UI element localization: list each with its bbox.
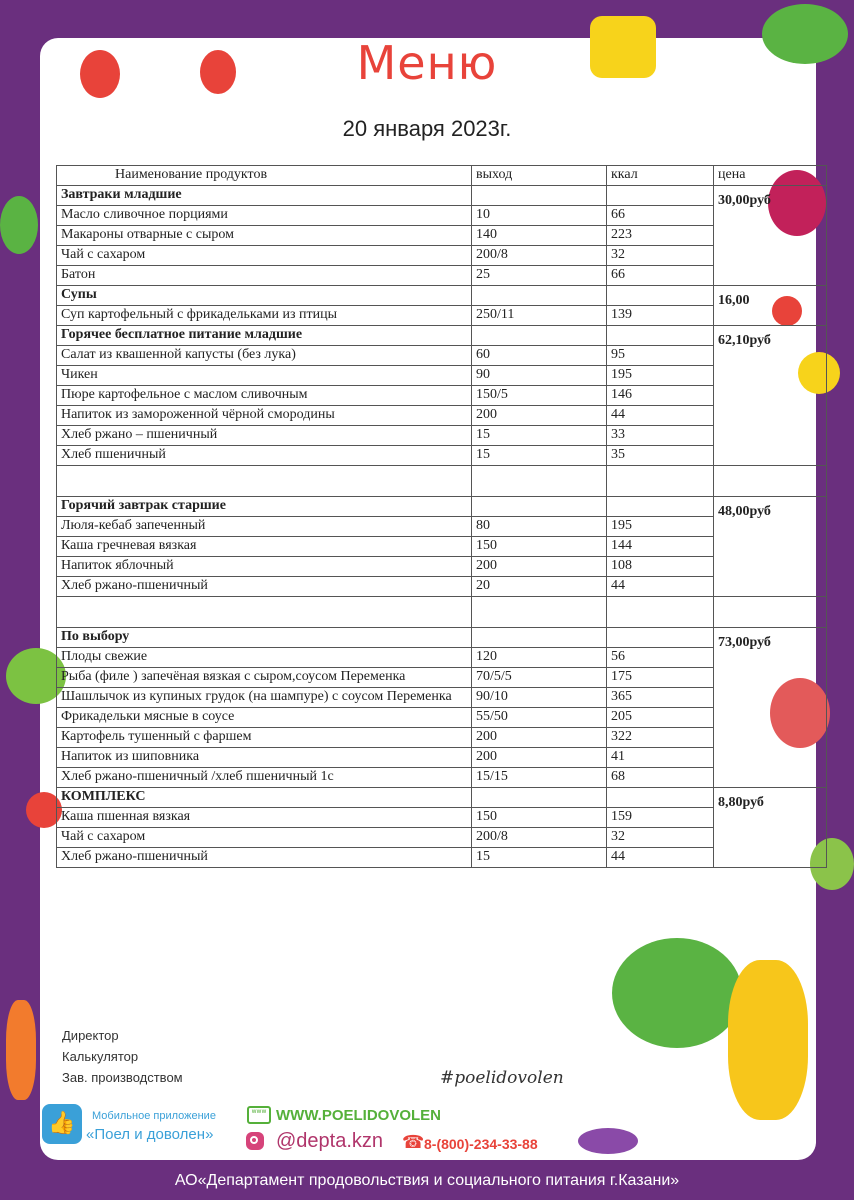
- item-name: Напиток из замороженной чёрной смородины: [57, 406, 472, 426]
- item-name: Люля-кебаб запеченный: [57, 517, 472, 537]
- empty-cell: [472, 286, 607, 306]
- item-output: 70/5/5: [472, 668, 607, 688]
- item-output: 80: [472, 517, 607, 537]
- item-kcal: 144: [607, 537, 714, 557]
- item-output: 90/10: [472, 688, 607, 708]
- item-output: 10: [472, 206, 607, 226]
- empty-cell: [607, 286, 714, 306]
- section-row: [57, 326, 827, 346]
- cucumber-slice-icon: [0, 196, 38, 254]
- section-row: [57, 788, 827, 808]
- item-name: Салат из квашенной капусты (без лука): [57, 346, 472, 366]
- empty-cell: [607, 788, 714, 808]
- item-output: 15: [472, 426, 607, 446]
- section-row: [57, 186, 827, 206]
- banana-mascot-icon: [728, 960, 808, 1120]
- empty-cell: [472, 788, 607, 808]
- item-name: Пюре картофельное с маслом сливочным: [57, 386, 472, 406]
- item-kcal: 95: [607, 346, 714, 366]
- menu-date: 20 января 2023г.: [342, 116, 512, 141]
- item-output: 25: [472, 266, 607, 286]
- item-kcal: 175: [607, 668, 714, 688]
- staff-signatures: [62, 1025, 183, 1088]
- section-price: 62,10руб: [714, 326, 827, 466]
- empty-cell: [472, 326, 607, 346]
- item-output: 15: [472, 446, 607, 466]
- app-label: Мобильное приложение: [92, 1110, 216, 1122]
- section-row: [57, 628, 827, 648]
- empty-cell: [57, 466, 472, 497]
- empty-cell: [472, 466, 607, 497]
- staff-line: Калькулятор: [62, 1049, 139, 1064]
- broccoli-mascot-icon: [612, 938, 742, 1048]
- spacer-row: [57, 597, 827, 628]
- table-row: [57, 748, 827, 768]
- menu-table-body: [57, 166, 827, 868]
- empty-cell: [607, 186, 714, 206]
- item-kcal: 195: [607, 517, 714, 537]
- item-kcal: 205: [607, 708, 714, 728]
- item-name: Чай с сахаром: [57, 828, 472, 848]
- item-output: 200: [472, 728, 607, 748]
- table-row: [57, 848, 827, 868]
- table-row: [57, 828, 827, 848]
- www-icon: www: [247, 1106, 271, 1124]
- page-title: Меню: [356, 36, 498, 90]
- table-row: [57, 446, 827, 466]
- carrot-mascot-icon: [6, 1000, 36, 1100]
- item-output: 90: [472, 366, 607, 386]
- table-row: [57, 648, 827, 668]
- app-name[interactable]: «Поел и доволен»: [86, 1126, 214, 1143]
- column-header: Наименование продуктов: [57, 166, 472, 186]
- item-name: Масло сливочное порциями: [57, 206, 472, 226]
- table-row: [57, 688, 827, 708]
- menu-table: [56, 165, 827, 868]
- phone-icon: ☎: [402, 1132, 425, 1153]
- empty-cell: [607, 628, 714, 648]
- table-row: [57, 537, 827, 557]
- empty-cell: [607, 326, 714, 346]
- item-output: 15: [472, 848, 607, 868]
- item-kcal: 41: [607, 748, 714, 768]
- like-icon[interactable]: 👍: [42, 1104, 82, 1144]
- table-row: [57, 557, 827, 577]
- item-output: 20: [472, 577, 607, 597]
- column-header: выход: [472, 166, 607, 186]
- item-name: Шашлычок из купиных грудок (на шампуре) с соусом Переменка: [57, 688, 472, 708]
- item-output: 140: [472, 226, 607, 246]
- section-name: Завтраки младшие: [57, 186, 472, 206]
- item-name: Батон: [57, 266, 472, 286]
- item-output: 200: [472, 748, 607, 768]
- item-output: 120: [472, 648, 607, 668]
- section-price: 73,00руб: [714, 628, 827, 788]
- section-row: [57, 286, 827, 306]
- column-header: ккал: [607, 166, 714, 186]
- item-output: 200: [472, 406, 607, 426]
- empty-cell: [57, 597, 472, 628]
- item-output: 200/8: [472, 246, 607, 266]
- table-row: [57, 386, 827, 406]
- item-kcal: 68: [607, 768, 714, 788]
- table-row: [57, 708, 827, 728]
- item-kcal: 223: [607, 226, 714, 246]
- table-row: [57, 266, 827, 286]
- section-name: Горячее бесплатное питание младшие: [57, 326, 472, 346]
- empty-cell: [472, 597, 607, 628]
- table-row: [57, 226, 827, 246]
- phone-number[interactable]: 8-(800)-234-33-88: [424, 1136, 538, 1152]
- item-output: 60: [472, 346, 607, 366]
- item-output: 200: [472, 557, 607, 577]
- hashtag: #poelidovolen: [440, 1068, 564, 1088]
- item-name: Чай с сахаром: [57, 246, 472, 266]
- section-price: 8,80руб: [714, 788, 827, 868]
- spacer-row: [57, 466, 827, 497]
- column-header: цена: [714, 166, 827, 186]
- section-name: Горячий завтрак старшие: [57, 497, 472, 517]
- item-kcal: 66: [607, 206, 714, 226]
- section-price: 30,00руб: [714, 186, 827, 286]
- item-name: Хлеб ржано – пшеничный: [57, 426, 472, 446]
- empty-cell: [472, 497, 607, 517]
- organization-name: АО«Департамент продовольствия и социального питания г.Казани»: [174, 1172, 680, 1189]
- item-name: Чикен: [57, 366, 472, 386]
- item-kcal: 32: [607, 828, 714, 848]
- instagram-handle[interactable]: @depta.kzn: [276, 1130, 384, 1152]
- item-kcal: 108: [607, 557, 714, 577]
- item-output: 150/5: [472, 386, 607, 406]
- staff-line: Зав. производством: [62, 1070, 183, 1085]
- table-row: [57, 577, 827, 597]
- item-kcal: 44: [607, 577, 714, 597]
- item-name: Фрикадельки мясные в соусе: [57, 708, 472, 728]
- item-kcal: 56: [607, 648, 714, 668]
- section-name: По выбору: [57, 628, 472, 648]
- item-name: Макароны отварные с сыром: [57, 226, 472, 246]
- item-name: Напиток яблочный: [57, 557, 472, 577]
- section-row: [57, 497, 827, 517]
- item-name: Суп картофельный с фрикадельками из птицы: [57, 306, 472, 326]
- item-kcal: 159: [607, 808, 714, 828]
- table-row: [57, 406, 827, 426]
- item-name: Напиток из шиповника: [57, 748, 472, 768]
- item-output: 250/11: [472, 306, 607, 326]
- item-output: 200/8: [472, 828, 607, 848]
- item-output: 150: [472, 808, 607, 828]
- table-header-row: [57, 166, 827, 186]
- candy-icon: [578, 1128, 638, 1154]
- table-row: [57, 668, 827, 688]
- section-price: 48,00руб: [714, 497, 827, 597]
- item-kcal: 195: [607, 366, 714, 386]
- item-kcal: 33: [607, 426, 714, 446]
- item-kcal: 146: [607, 386, 714, 406]
- item-name: Картофель тушенный с фаршем: [57, 728, 472, 748]
- empty-cell: [607, 497, 714, 517]
- table-row: [57, 426, 827, 446]
- instagram-icon: [246, 1132, 264, 1150]
- table-row: [57, 346, 827, 366]
- empty-cell: [714, 466, 827, 497]
- empty-cell: [714, 597, 827, 628]
- empty-cell: [472, 628, 607, 648]
- item-name: Рыба (филе ) запечёная вязкая с сыром,соусом Переменка: [57, 668, 472, 688]
- website-link[interactable]: WWW.POELIDOVOLEN: [276, 1107, 441, 1124]
- item-kcal: 44: [607, 848, 714, 868]
- staff-line: Директор: [62, 1028, 119, 1043]
- section-price: 16,00: [714, 286, 827, 326]
- section-name: Супы: [57, 286, 472, 306]
- item-output: 15/15: [472, 768, 607, 788]
- table-row: [57, 206, 827, 226]
- empty-cell: [472, 186, 607, 206]
- item-kcal: 44: [607, 406, 714, 426]
- item-kcal: 365: [607, 688, 714, 708]
- table-row: [57, 366, 827, 386]
- item-kcal: 32: [607, 246, 714, 266]
- item-name: Плоды свежие: [57, 648, 472, 668]
- item-output: 150: [472, 537, 607, 557]
- empty-cell: [607, 597, 714, 628]
- table-row: [57, 808, 827, 828]
- item-name: Хлеб пшеничный: [57, 446, 472, 466]
- item-name: Каша гречневая вязкая: [57, 537, 472, 557]
- item-kcal: 66: [607, 266, 714, 286]
- item-name: Хлеб ржано-пшеничный: [57, 848, 472, 868]
- item-name: Хлеб ржано-пшеничный /хлеб пшеничный 1с: [57, 768, 472, 788]
- table-row: [57, 768, 827, 788]
- item-kcal: 322: [607, 728, 714, 748]
- item-name: Каша пшенная вязкая: [57, 808, 472, 828]
- item-kcal: 35: [607, 446, 714, 466]
- table-row: [57, 728, 827, 748]
- table-row: [57, 246, 827, 266]
- empty-cell: [607, 466, 714, 497]
- table-row: [57, 306, 827, 326]
- item-output: 55/50: [472, 708, 607, 728]
- table-row: [57, 517, 827, 537]
- item-kcal: 139: [607, 306, 714, 326]
- section-name: КОМПЛЕКС: [57, 788, 472, 808]
- item-name: Хлеб ржано-пшеничный: [57, 577, 472, 597]
